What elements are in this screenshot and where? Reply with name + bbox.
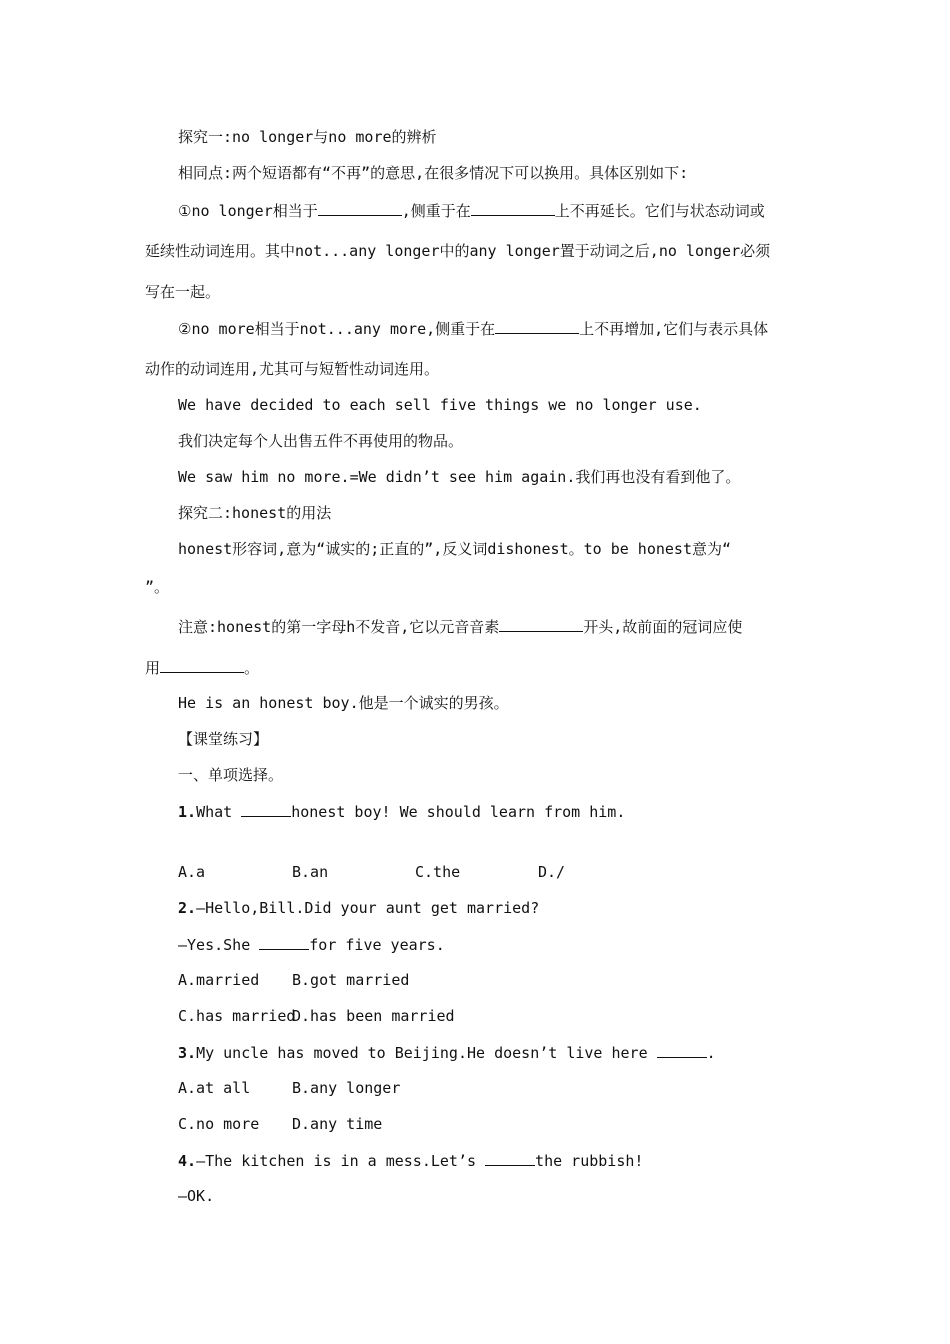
honest-example: He is an honest boy.他是一个诚实的男孩。 xyxy=(178,694,509,712)
point1-line1 xyxy=(178,200,765,221)
question-1-text-a: What xyxy=(196,803,242,821)
point1-text-b: ,侧重于在 xyxy=(401,202,471,220)
section2-title: 探究二:honest的用法 xyxy=(178,504,332,522)
q1-option-d: D./ xyxy=(538,863,566,881)
question-number: 1. xyxy=(178,803,197,821)
question-3 xyxy=(178,1042,716,1063)
question-3-text-b: . xyxy=(706,1044,716,1062)
answer-blank xyxy=(495,318,579,334)
honest-usage-line2: ”。 xyxy=(145,578,170,596)
q3-option-c: C.no more xyxy=(178,1115,260,1133)
question-1 xyxy=(178,801,625,822)
q2-option-c: C.has married xyxy=(178,1007,296,1025)
point2-text-a: ②no more相当于not...any more,侧重于在 xyxy=(178,320,496,338)
q2-option-a: A.married xyxy=(178,971,260,989)
answer-blank xyxy=(499,616,583,632)
question-number: 2. xyxy=(178,899,197,917)
q1-option-c: C.the xyxy=(415,863,461,881)
point2-line1 xyxy=(178,318,768,339)
example1-chinese: 我们决定每个人出售五件不再使用的物品。 xyxy=(178,432,464,450)
question-number: 4. xyxy=(178,1152,197,1170)
question-3-text-a: My uncle has moved to Beijing.He doesn’t live here xyxy=(196,1044,657,1062)
practice-part1-title: 一、单项选择。 xyxy=(178,766,284,784)
q3-option-a: A.at all xyxy=(178,1079,251,1097)
question-2-text-a: —Yes.She xyxy=(178,936,260,954)
q1-option-a: A.a xyxy=(178,863,206,881)
answer-blank xyxy=(485,1150,535,1166)
point2-line2: 动作的动词连用,尤其可与短暂性动词连用。 xyxy=(145,360,440,378)
note-line2 xyxy=(145,657,259,678)
section1-title: 探究一:no longer与no more的辨析 xyxy=(178,128,437,146)
q2-option-d: D.has been married xyxy=(292,1007,455,1025)
answer-blank xyxy=(657,1042,707,1058)
point1-text-c: 上不再延长。它们与状态动词或 xyxy=(554,202,765,220)
answer-blank xyxy=(471,200,555,216)
question-2-text-b: for five years. xyxy=(309,936,445,954)
point1-text-a: ①no longer相当于 xyxy=(178,202,318,220)
question-number: 3. xyxy=(178,1044,197,1062)
honest-usage-line1: honest形容词,意为“诚实的;正直的”,反义词dishonest。to be honest意为“ xyxy=(178,540,732,558)
q3-option-b: B.any longer xyxy=(292,1079,401,1097)
question-4-text-a: —The kitchen is in a mess.Let’s xyxy=(196,1152,486,1170)
question-2-text: —Hello,Bill.Did your aunt get married? xyxy=(196,899,540,917)
note-line1 xyxy=(178,616,742,637)
note2-text-b: 。 xyxy=(244,659,260,677)
similarity-text: 相同点:两个短语都有“不再”的意思,在很多情况下可以换用。具体区别如下: xyxy=(178,164,689,182)
question-4-text-b: the rubbish! xyxy=(535,1152,644,1170)
note-text-b: 开头,故前面的冠词应使 xyxy=(583,618,743,636)
question-4-line2: —OK. xyxy=(178,1187,215,1205)
q1-option-b: B.an xyxy=(292,863,329,881)
example2: We saw him no more.=We didn’t see him again.我们再也没有看到他了。 xyxy=(178,468,741,486)
point2-text-b: 上不再增加,它们与表示具体 xyxy=(579,320,769,338)
practice-heading: 【课堂练习】 xyxy=(178,730,269,748)
answer-blank xyxy=(259,934,309,950)
answer-blank xyxy=(241,801,291,817)
question-2-line1 xyxy=(178,898,539,918)
example1-english: We have decided to each sell five things we no longer use. xyxy=(178,396,702,414)
note2-text-a: 用 xyxy=(145,659,161,677)
point1-line2: 延续性动词连用。其中not...any longer中的any longer置于动词之后,no longer必须 xyxy=(145,242,771,260)
note-text-a: 注意:honest的第一字母h不发音,它以元音音素 xyxy=(178,618,500,636)
answer-blank xyxy=(160,657,244,673)
answer-blank xyxy=(318,200,402,216)
question-2-line2 xyxy=(178,934,445,955)
question-4-line1 xyxy=(178,1150,643,1171)
q3-option-d: D.any time xyxy=(292,1115,383,1133)
q2-option-b: B.got married xyxy=(292,971,410,989)
question-1-text-b: honest boy! We should learn from him. xyxy=(291,803,626,821)
point1-line3: 写在一起。 xyxy=(145,283,221,301)
